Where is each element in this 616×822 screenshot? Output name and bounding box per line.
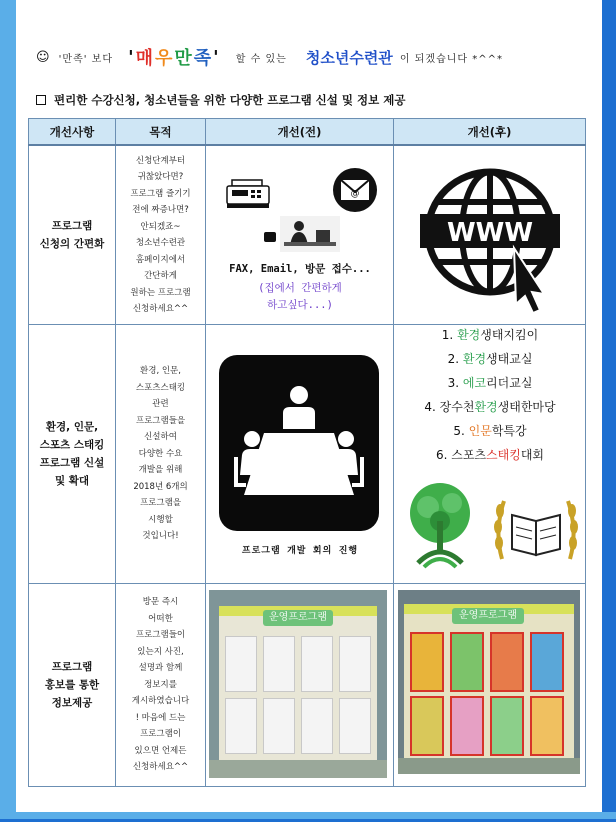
poster bbox=[410, 632, 444, 692]
list-text: 리더교실 bbox=[486, 376, 533, 390]
empty-poster-slot bbox=[225, 698, 257, 754]
list-item bbox=[394, 371, 586, 395]
purpose-line: 것입니다! bbox=[142, 531, 179, 542]
purpose-line: 게시하였습니다 bbox=[131, 696, 190, 707]
page-frame-left bbox=[0, 0, 16, 822]
purpose-line: 원하는 프로그램 bbox=[130, 287, 191, 298]
headline-char: 우 bbox=[154, 48, 175, 69]
table-header-row bbox=[29, 119, 586, 146]
purpose-line: 있는지 사진, bbox=[137, 646, 184, 657]
purpose-line: 전에 짜증나면? bbox=[132, 205, 189, 215]
purpose-line: 신설하여 bbox=[144, 432, 177, 443]
row-purpose bbox=[116, 145, 206, 325]
purpose-line: 어떠한 bbox=[148, 613, 173, 624]
fax-icon bbox=[227, 180, 269, 208]
row-label-line: 프로그램 bbox=[51, 661, 93, 673]
after-cell bbox=[394, 325, 586, 584]
list-text: 생태교실 bbox=[486, 352, 533, 366]
list-number: 5. bbox=[453, 424, 465, 438]
purpose-line: 프로그램을 bbox=[139, 498, 182, 509]
before-caption: 프로그램 개발 회의 진행 bbox=[241, 546, 359, 556]
list-item bbox=[394, 347, 586, 371]
open-book-laurel-icon bbox=[494, 501, 578, 559]
poster bbox=[530, 696, 564, 756]
empty-poster-slot bbox=[263, 636, 295, 692]
empty-poster-slot bbox=[301, 698, 333, 754]
list-item bbox=[394, 419, 586, 443]
purpose-line: 프로그램 즐기기 bbox=[130, 188, 191, 199]
after-board-photo bbox=[398, 590, 580, 774]
board-title: 운영프로그램 bbox=[452, 608, 524, 624]
before-caption-note-line: 하고싶다...) bbox=[267, 299, 333, 311]
list-text: 대회 bbox=[520, 448, 545, 462]
row-label bbox=[29, 145, 116, 325]
row-purpose bbox=[116, 584, 206, 787]
table-row bbox=[29, 145, 586, 325]
headline-part-2: 할 수 있는 bbox=[235, 53, 287, 65]
column-header: 개선(전) bbox=[206, 119, 394, 146]
row-label-line: 환경, 인문, bbox=[45, 421, 99, 433]
list-text: 생태한마당 bbox=[497, 400, 556, 414]
list-highlight: 환경 bbox=[474, 400, 498, 414]
headline-char: 만 bbox=[174, 48, 194, 69]
list-number: 2. bbox=[447, 352, 460, 366]
headline-quote-close: ' bbox=[213, 46, 221, 68]
purpose-line: 있으면 언제든 bbox=[134, 745, 187, 756]
column-header: 목적 bbox=[116, 119, 206, 146]
list-number: 6. bbox=[435, 448, 448, 462]
purpose-line: 귀찮았다면? bbox=[137, 172, 184, 182]
new-program-list bbox=[394, 323, 586, 467]
headline-part-3: 이 되겠습니다 *^^* bbox=[399, 53, 503, 65]
poster bbox=[490, 696, 524, 756]
list-highlight: 환경 bbox=[462, 352, 487, 366]
purpose-line: 신청하세요^^ bbox=[132, 762, 189, 773]
row-label-line: 정보제공 bbox=[51, 697, 93, 709]
program-board bbox=[219, 606, 377, 766]
list-text: 생태지킴이 bbox=[480, 328, 539, 342]
poster bbox=[450, 632, 484, 692]
purpose-line: 시행할 bbox=[148, 514, 173, 525]
list-highlight: 환경 bbox=[457, 328, 481, 342]
page-headline bbox=[36, 44, 576, 74]
svg-text:@: @ bbox=[350, 189, 360, 199]
empty-poster-slot bbox=[301, 636, 333, 692]
list-text: 스포츠 bbox=[451, 448, 487, 462]
headline-emphasis bbox=[128, 44, 221, 70]
email-icon bbox=[333, 168, 377, 212]
smiley-icon: ☺ bbox=[36, 49, 50, 65]
section-heading bbox=[36, 92, 405, 108]
before-cell bbox=[206, 325, 394, 584]
list-highlight: 에코 bbox=[462, 376, 487, 390]
row-label bbox=[29, 325, 116, 584]
before-cell bbox=[206, 584, 394, 787]
list-highlight: 인문 bbox=[468, 424, 492, 438]
column-header: 개선(후) bbox=[394, 119, 586, 146]
empty-poster-slot bbox=[225, 636, 257, 692]
improvement-table bbox=[28, 118, 586, 787]
program-logos bbox=[394, 481, 586, 573]
purpose-line: 2018년 6개의 bbox=[133, 481, 188, 492]
row-label-line: 프로그램 bbox=[51, 220, 93, 232]
headline-char: 매 bbox=[135, 48, 155, 69]
purpose-line: 방문 즉시 bbox=[142, 597, 179, 608]
page-frame-right bbox=[602, 0, 616, 822]
purpose-line: 간단하게 bbox=[144, 271, 177, 281]
list-highlight: 스태킹 bbox=[486, 448, 521, 462]
list-number: 3. bbox=[447, 376, 460, 390]
purpose-line: 프로그램이 bbox=[139, 729, 182, 740]
list-item bbox=[394, 323, 586, 347]
www-text: WWW bbox=[446, 218, 534, 248]
purpose-line: 관련 bbox=[152, 399, 169, 410]
list-item bbox=[394, 443, 586, 467]
row-label bbox=[29, 584, 116, 787]
headline-quote-open: ' bbox=[128, 46, 136, 68]
floor bbox=[209, 760, 387, 778]
purpose-line: 홈페이지에서 bbox=[135, 254, 186, 265]
tree-of-life-icon bbox=[410, 483, 470, 567]
before-caption-note-line: (집에서 간편하게 bbox=[258, 282, 342, 294]
purpose-line: 환경, 인문, bbox=[140, 366, 181, 377]
headline-part-1: '만족' 보다 bbox=[58, 53, 113, 65]
purpose-line: 신청하세요^^ bbox=[132, 304, 189, 314]
list-text: 장수천 bbox=[439, 400, 475, 414]
poster bbox=[530, 632, 564, 692]
before-illustration bbox=[206, 146, 394, 258]
purpose-line: 프로그램들이 bbox=[135, 630, 186, 641]
before-cell bbox=[206, 145, 394, 325]
www-globe-icon bbox=[394, 146, 586, 324]
purpose-line: 개발을 위해 bbox=[138, 465, 183, 476]
purpose-line: 정보지를 bbox=[144, 679, 177, 690]
before-caption-note bbox=[206, 280, 394, 314]
poster bbox=[410, 696, 444, 756]
empty-poster-slot bbox=[339, 698, 371, 754]
purpose-line: 다양한 수요 bbox=[138, 448, 183, 459]
table-row bbox=[29, 325, 586, 584]
board-title: 운영프로그램 bbox=[263, 610, 333, 626]
row-label-line: 홍보를 통한 bbox=[44, 679, 100, 691]
purpose-line: 프로그램들을 bbox=[135, 415, 186, 426]
list-number: 1. bbox=[441, 328, 454, 342]
after-cell bbox=[394, 145, 586, 325]
purpose-line: 신청단계부터 bbox=[135, 155, 186, 166]
meeting-table-icon bbox=[206, 325, 394, 545]
after-cell bbox=[394, 584, 586, 787]
floor bbox=[398, 758, 580, 774]
headline-char: 족 bbox=[193, 48, 214, 69]
before-board-photo bbox=[209, 590, 387, 778]
row-label-line: 및 확대 bbox=[54, 475, 90, 487]
purpose-line: 스포츠스태킹 bbox=[135, 382, 186, 393]
headline-organization: 청소년수련관 bbox=[305, 48, 393, 67]
purpose-line: 안되겠죠~ bbox=[140, 221, 181, 232]
empty-poster-slot bbox=[263, 698, 295, 754]
purpose-line: ! 마음에 드는 bbox=[135, 712, 186, 723]
section-heading-text: 편리한 수강신청, 청소년들을 위한 다양한 프로그램 신설 및 정보 제공 bbox=[54, 93, 406, 107]
list-item bbox=[394, 395, 586, 419]
before-caption: FAX, Email, 방문 접수... bbox=[229, 263, 371, 275]
program-board bbox=[404, 604, 574, 764]
list-number: 4. bbox=[424, 400, 436, 414]
row-label-line: 스포츠 스태킹 bbox=[39, 439, 105, 451]
office-worker-icon bbox=[264, 216, 340, 252]
list-text: 학특강 bbox=[491, 424, 527, 438]
purpose-line: 청소년수련관 bbox=[135, 238, 186, 248]
purpose-line: 설명과 함께 bbox=[138, 663, 183, 674]
column-header: 개선사항 bbox=[29, 119, 116, 146]
row-purpose bbox=[116, 325, 206, 584]
empty-poster-slot bbox=[339, 636, 371, 692]
row-label-line: 프로그램 신설 bbox=[39, 457, 105, 469]
poster bbox=[490, 632, 524, 692]
poster bbox=[450, 696, 484, 756]
row-label-line: 신청의 간편화 bbox=[39, 238, 105, 250]
checkbox-bullet-icon bbox=[36, 95, 46, 105]
table-row bbox=[29, 584, 586, 787]
